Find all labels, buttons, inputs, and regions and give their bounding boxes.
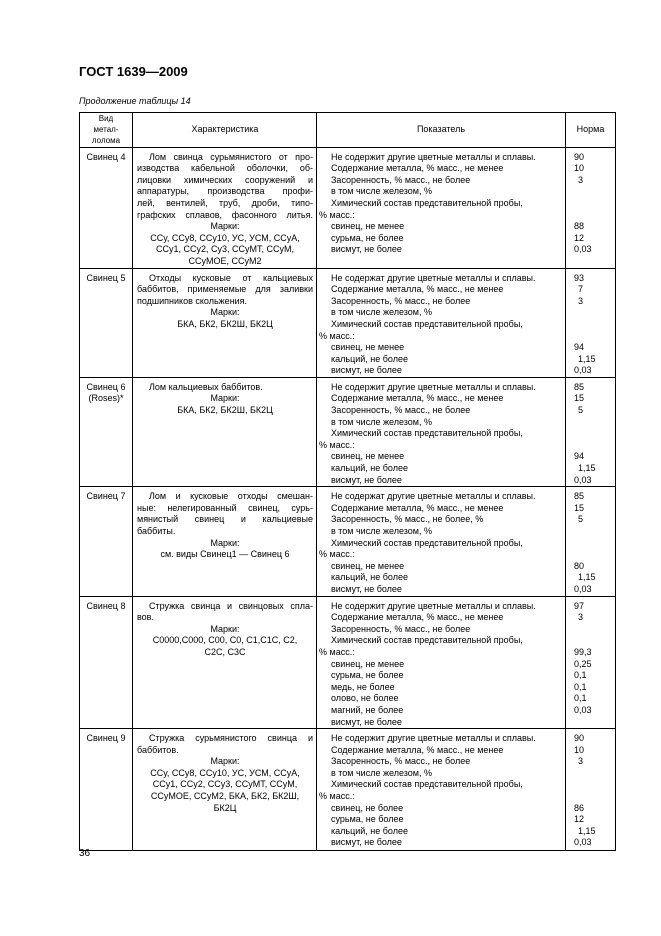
norm-value: 3 — [578, 295, 584, 306]
cell-norm — [566, 147, 616, 268]
indicator-line: в том числе железом, % — [331, 767, 432, 778]
norm-value: 10 — [574, 163, 585, 174]
norm-value: 3 — [578, 612, 584, 623]
characteristic-line: ССуМОЕ, ССуМ2, БКА, БК2, БК2Ш, — [150, 791, 300, 802]
norm-value: 80 — [574, 560, 585, 571]
page-number: 36 — [79, 848, 91, 859]
norm-value: 0,03 — [574, 244, 592, 255]
norm-value — [574, 428, 613, 440]
indicator-line: Содержание металла, % масс., не менее — [331, 612, 504, 623]
characteristic-line: Марки: — [210, 393, 240, 404]
indicator-line: Химический состав представительной пробы, — [331, 318, 523, 329]
indicator-line: висмут, не более — [331, 365, 402, 376]
standards-table — [79, 112, 616, 851]
characteristic-line: С0000,С000, С00, С0, С1,С1С, С2, — [152, 635, 298, 646]
norm-value: 97 — [574, 600, 585, 611]
norm-value: 1,15 — [578, 353, 596, 364]
indicator-line: % масс.: — [319, 209, 355, 220]
cell-norm — [566, 596, 616, 729]
table-row — [80, 147, 616, 268]
table-row — [80, 377, 616, 486]
indicator-line: в том числе железом, % — [331, 526, 432, 536]
cell-characteristic — [133, 377, 317, 486]
table-header-row — [80, 113, 616, 148]
cell-characteristic — [133, 487, 317, 596]
norm-value: 0,03 — [574, 474, 592, 485]
indicator-line: свинец, не менее — [331, 560, 405, 571]
indicator-line: Содержание металла, % масс., не менее — [331, 284, 504, 295]
norm-value: 90 — [574, 733, 585, 744]
indicator-line: Засоренность, % масс., не более — [331, 295, 471, 306]
kind-label: Свинец 5 — [86, 272, 126, 283]
norm-value — [574, 526, 613, 538]
characteristic-line: Стружка свинца и свинцовых спла- — [149, 600, 313, 611]
indicator-line: медь, не более — [331, 681, 395, 692]
norm-value: 10 — [574, 744, 585, 755]
cell-indicator — [317, 147, 566, 268]
characteristic-line: Лом кальциевых баббитов. — [149, 381, 263, 392]
characteristic-line: графских сплавов, фасонного литья. — [137, 209, 313, 220]
cell-kind — [80, 487, 133, 596]
norm-value — [574, 198, 613, 210]
indicator-line: висмут, не более — [331, 583, 402, 594]
norm-value: 0,03 — [574, 583, 592, 594]
indicator-line: сурьма, не более — [331, 232, 404, 243]
characteristic-line: БК2Ц — [213, 802, 237, 813]
indicator-line: Химический состав представительной пробы, — [331, 537, 523, 548]
norm-value — [574, 319, 613, 331]
cell-norm — [566, 377, 616, 486]
indicator-line: кальций, не более — [331, 825, 408, 836]
indicator-line: % масс.: — [319, 549, 355, 560]
norm-value: 15 — [574, 393, 585, 404]
norm-value — [574, 538, 613, 550]
characteristic-line: Стружка сурьмянистого свинца и — [149, 733, 313, 744]
column-header-characteristic: Характеристика — [133, 113, 317, 148]
characteristic-line: ССуМОЕ, ССуМ2 — [188, 255, 262, 266]
indicator-line: Засоренность, % масс., не более — [331, 756, 471, 767]
norm-value: 0,1 — [574, 670, 587, 681]
characteristic-line: БКА, БК2, БК2Ш, БК2Ц — [177, 405, 273, 416]
characteristic-line: Лом и кусковые отходы смешан- — [149, 491, 313, 502]
characteristic-line: баббитов, применяемые для заливки — [137, 284, 313, 295]
norm-value: 0,1 — [574, 681, 587, 692]
cell-kind — [80, 596, 133, 729]
norm-value: 93 — [574, 272, 585, 283]
norm-value — [574, 186, 613, 198]
characteristic-line: ССу1, ССу2, Су3, ССуМТ, ССуМ, — [155, 244, 294, 255]
cell-indicator — [317, 268, 566, 377]
indicator-line: Засоренность, % масс., не более — [331, 623, 471, 634]
norm-value — [574, 440, 613, 452]
indicator-line: Содержание металла, % масс., не менее — [331, 393, 504, 404]
cell-norm — [566, 487, 616, 596]
table-row — [80, 487, 616, 596]
cell-kind — [80, 268, 133, 377]
cell-indicator — [317, 596, 566, 729]
indicator-line: Не содержит другие цветные металлы и сплавы. — [331, 151, 536, 162]
kind-label: Свинец 4 — [86, 151, 126, 162]
norm-value: 7 — [578, 284, 584, 295]
cell-norm — [566, 268, 616, 377]
indicator-line: Содержание металла, % масс., не менее — [331, 502, 504, 513]
table-caption: Продолжение таблицы 14 — [79, 96, 191, 106]
norm-value — [574, 307, 613, 319]
norm-value: 1,15 — [578, 825, 596, 836]
norm-value: 0,03 — [574, 704, 592, 715]
characteristic-line: вов. — [137, 612, 154, 623]
cell-kind — [80, 729, 133, 851]
indicator-line: % масс.: — [319, 439, 355, 450]
norm-value — [574, 331, 613, 343]
norm-value: 3 — [578, 756, 584, 767]
kind-label: Свинец 6 — [86, 381, 126, 392]
indicator-line: висмут, не более — [331, 716, 402, 727]
norm-value: 0,1 — [574, 693, 587, 704]
norm-value — [574, 417, 613, 429]
cell-characteristic — [133, 596, 317, 729]
cell-kind — [80, 147, 133, 268]
characteristic-line: ССу, ССу8, ССу10, УС, УСМ, ССуА, — [150, 767, 300, 778]
indicator-line: Засоренность, % масс., не более, % — [331, 514, 484, 525]
indicator-line: свинец, не менее — [331, 221, 405, 232]
characteristic-line: Марки: — [210, 537, 240, 548]
cell-indicator — [317, 377, 566, 486]
characteristic-line: Отходы кусковые от кальциевых — [149, 272, 313, 283]
indicator-line: свинец, не менее — [331, 658, 405, 669]
table-row — [80, 729, 616, 851]
cell-norm — [566, 729, 616, 851]
characteristic-line: подшипников скольжения. — [137, 295, 248, 306]
norm-value — [574, 635, 613, 647]
kind-sublabel: (Roses)* — [88, 393, 124, 404]
characteristic-line: ные: нелегированный свинец, сурь- — [137, 502, 313, 513]
indicator-line: Содержание металла, % масс., не менее — [331, 744, 504, 755]
cell-characteristic — [133, 268, 317, 377]
norm-value: 15 — [574, 502, 585, 513]
characteristic-line: лицовки химических сооружений и — [137, 174, 313, 185]
norm-value: 0,03 — [574, 365, 592, 376]
indicator-line: % масс.: — [319, 646, 355, 657]
norm-value: 0,03 — [574, 837, 592, 848]
indicator-line: Химический состав представительной пробы, — [331, 779, 523, 790]
indicator-line: в том числе железом, % — [331, 416, 432, 427]
characteristic-line: Марки: — [210, 623, 240, 634]
indicator-line: Содержание металла, % масс., не менее — [331, 163, 504, 174]
indicator-line: кальций, не более — [331, 463, 408, 474]
cell-kind — [80, 377, 133, 486]
indicator-line: в том числе железом, % — [331, 307, 432, 318]
indicator-line: Химический состав представительной пробы, — [331, 635, 523, 646]
indicator-line: Не содержит другие цветные металлы и сплавы. — [331, 733, 536, 744]
indicator-line: висмут, не более — [331, 244, 402, 255]
norm-value — [574, 779, 613, 791]
characteristic-line: баббитов. — [137, 744, 179, 755]
table-row — [80, 596, 616, 729]
indicator-line: свинец, не менее — [331, 451, 405, 462]
cell-characteristic — [133, 729, 317, 851]
indicator-line: Не содержат другие цветные металлы и сплавы. — [331, 272, 536, 283]
indicator-line: Засоренность, % масс., не более — [331, 405, 471, 416]
indicator-line: в том числе железом, % — [331, 186, 432, 197]
norm-value: 88 — [574, 221, 585, 232]
indicator-line: % масс.: — [319, 791, 355, 802]
characteristic-line: изводства кабельной оболочки, об- — [137, 163, 313, 174]
norm-value — [574, 210, 613, 222]
norm-value: 12 — [574, 814, 585, 825]
kind-label: Свинец 7 — [86, 491, 126, 502]
characteristic-line: Марки: — [210, 756, 240, 767]
indicator-line: Химический состав представительной пробы, — [331, 197, 523, 208]
norm-value: 99,3 — [574, 646, 592, 657]
norm-value: 90 — [574, 151, 585, 162]
norm-value: 94 — [574, 342, 585, 353]
indicator-line: кальций, не более — [331, 572, 408, 583]
indicator-line: Химический состав представительной пробы, — [331, 428, 523, 439]
norm-value: 85 — [574, 381, 585, 392]
norm-value — [574, 768, 613, 780]
characteristic-line: аппаратуры, производства профи- — [137, 186, 313, 197]
characteristic-line: Марки: — [210, 307, 240, 318]
indicator-line: сурьма, не более — [331, 814, 404, 825]
table-row — [80, 268, 616, 377]
column-header-kind: Вид метал- лолома — [80, 113, 133, 148]
norm-value: 94 — [574, 451, 585, 462]
kind-label: Свинец 9 — [86, 733, 126, 744]
characteristic-line: мянистый свинец и кальциевые — [137, 514, 313, 525]
indicator-line: кальций, не более — [331, 353, 408, 364]
norm-value — [574, 549, 613, 561]
indicator-line: олово, не более — [331, 693, 399, 704]
norm-value: 1,15 — [578, 572, 596, 583]
cell-indicator — [317, 487, 566, 596]
characteristic-line: баббиты. — [137, 526, 176, 536]
indicator-line: Не содержит другие цветные металлы и сплавы. — [331, 600, 536, 611]
indicator-line: Засоренность, % масс., не более — [331, 174, 471, 185]
indicator-line: свинец, не более — [331, 802, 404, 813]
characteristic-line: Марки: — [210, 221, 240, 232]
characteristic-line: С2С, С3С — [204, 646, 246, 657]
norm-value: 1,15 — [578, 463, 596, 474]
column-header-indicator: Показатель — [317, 113, 566, 148]
characteristic-line: ССу1, ССу2, ССу3, ССуМТ, ССуМ, — [152, 779, 298, 790]
characteristic-line: Лом свинца сурьмянистого от про- — [149, 151, 313, 162]
indicator-line: Не содержат другие цветные металлы и сплавы. — [331, 491, 536, 502]
indicator-line: магний, не более — [331, 704, 404, 715]
indicator-line: висмут, не более — [331, 837, 402, 848]
norm-value: 5 — [578, 514, 584, 525]
characteristic-line: лей, вентилей, труб, дроби, типо- — [137, 197, 313, 208]
norm-value: 3 — [578, 174, 584, 185]
cell-indicator — [317, 729, 566, 851]
indicator-line: свинец, не менее — [331, 342, 405, 353]
norm-value — [574, 624, 613, 636]
document-title: ГОСТ 1639—2009 — [79, 64, 188, 79]
cell-characteristic — [133, 147, 317, 268]
indicator-line: сурьма, не более — [331, 670, 404, 681]
norm-value: 12 — [574, 232, 585, 243]
norm-value: 86 — [574, 802, 585, 813]
norm-value: 5 — [578, 405, 584, 416]
norm-value — [574, 791, 613, 803]
indicator-line: висмут, не более — [331, 474, 402, 485]
column-header-norm: Норма — [566, 113, 616, 148]
characteristic-line: БКА, БК2, БК2Ш, БК2Ц — [177, 318, 273, 329]
kind-label: Свинец 8 — [86, 600, 126, 611]
norm-value: 85 — [574, 491, 585, 502]
indicator-line: Не содержит другие цветные металлы и сплавы. — [331, 381, 536, 392]
characteristic-line: ССу, ССу8, ССу10, УС, УСМ, ССуА, — [150, 232, 300, 243]
indicator-line: % масс.: — [319, 330, 355, 341]
norm-value: 0,25 — [574, 658, 592, 669]
characteristic-line: см. виды Свинец1 — Свинец 6 — [160, 549, 290, 560]
